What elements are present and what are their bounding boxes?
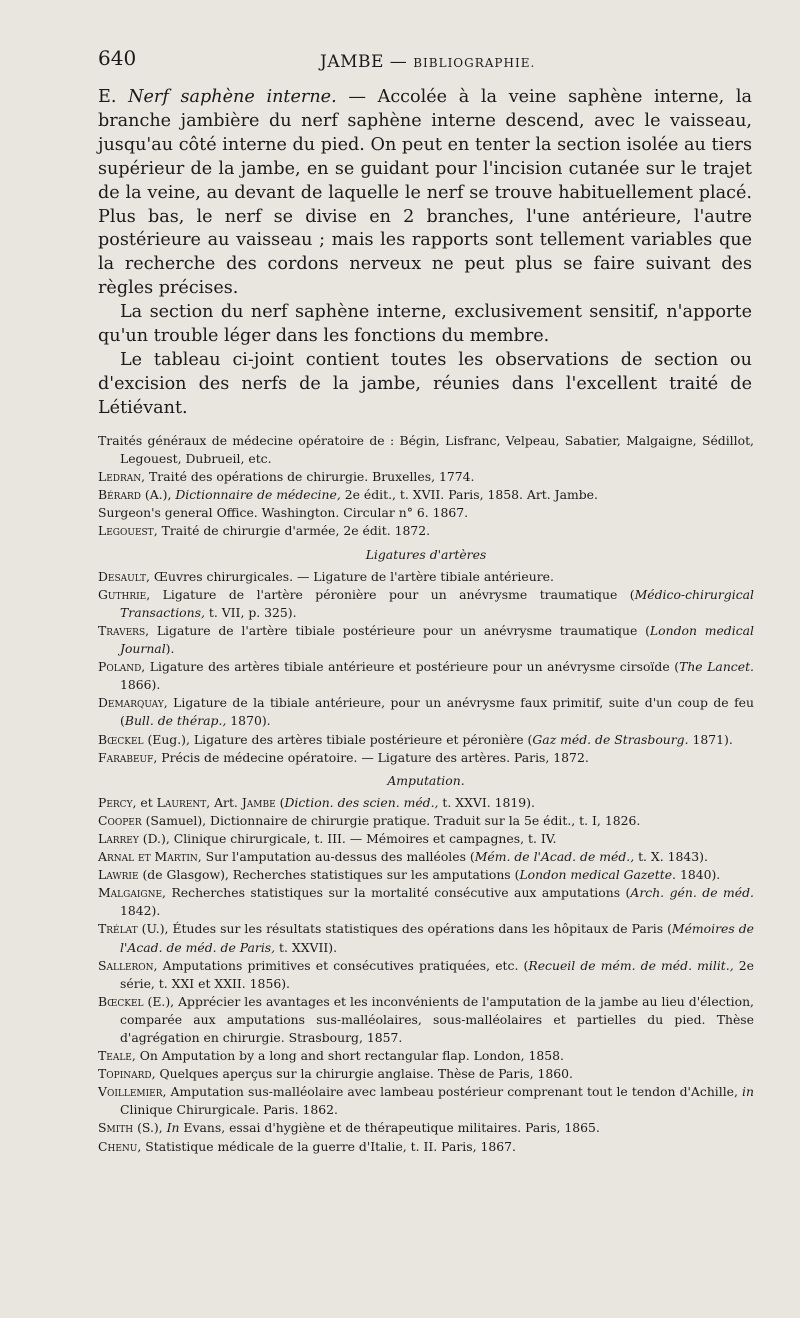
entry-author: Topinard,: [98, 1066, 156, 1082]
running-head-left: JAMBE: [320, 52, 384, 72]
bibliography-entry: [98, 568, 754, 586]
bibliography-entry: [98, 848, 754, 866]
entry-text: 2e édit., t. XVII. Paris, 1858. Art. Jambe.: [340, 487, 598, 503]
bibliography-entry: [98, 432, 754, 468]
entry-text: t. VII, p. 325).: [204, 604, 297, 620]
bibliography-entry: [98, 504, 754, 522]
entry-text: 1866).: [120, 677, 161, 693]
entry-author: Ledran,: [98, 469, 146, 485]
entry-text: 1870).: [226, 713, 271, 729]
entry-author: Salleron,: [98, 957, 158, 973]
entry-text: Précis de médecine opératoire. — Ligature des artères. Paris, 1872.: [157, 749, 589, 765]
entry-text: Amputation sus-malléolaire avec lambeau postérieur comprenant tout le tendon d'Achille,: [166, 1084, 743, 1100]
entry-text: (E.), Apprécier les avantages et les inconvénients de l'amputation de la jambe au lieu d'élection, comparée aux amputations sus-malléolaires, sous-malléolaires et partielles du pied. Thèse d'agrégation en chirurgie. Strasbourg, 1857.: [120, 993, 754, 1045]
main-text: [98, 86, 752, 421]
entry-title: Arch. gén. de méd.: [630, 885, 754, 901]
paragraph-tableau: Le tableau ci-joint contient toutes les observations de section ou d'excision des nerfs de la jambe, réunies dans l'excellent traité de Létiévant.: [98, 349, 752, 418]
bibliography-entry: [98, 586, 754, 622]
bibliography-entry: [98, 884, 754, 920]
entry-author: Percy,: [98, 794, 137, 810]
entry-author: Smith: [98, 1120, 134, 1136]
paragraph-label: E.: [98, 87, 117, 107]
entry-title: London medical Journal: [120, 622, 754, 657]
bibliography-entry: [98, 957, 754, 993]
bibliography-entry: [98, 1119, 754, 1137]
entry-text: (U.), Études sur les résultats statistiques des opérations dans les hôpitaux de Paris (: [137, 921, 672, 937]
entry-text: Œuvres chirurgicales. — Ligature de l'artère tibiale antérieure.: [149, 568, 554, 584]
entry-text: Evans, essai d'hygiène et de thérapeutique militaires. Paris, 1865.: [179, 1120, 600, 1136]
running-head-sep: —: [383, 52, 414, 72]
bibliography: [98, 432, 754, 1156]
entry-text: Surgeon's general Office. Washington. Circular n° 6. 1867.: [98, 505, 469, 521]
entry-text: (S.),: [133, 1120, 167, 1136]
bibliography-entry: [98, 1047, 754, 1065]
entry-author: Cooper: [98, 812, 142, 828]
entry-title: Mémoires de l'Acad. de méd. de Paris,: [120, 921, 754, 955]
running-head-right: BIBLIOGRAPHIE.: [413, 56, 536, 70]
bibliography-entry: [98, 830, 754, 848]
bibliography-amputation: [98, 794, 754, 1156]
page-header: [98, 46, 758, 76]
entry-text: (A.),: [140, 487, 176, 503]
bibliography-entry: [98, 993, 754, 1047]
entry-text: (: [275, 794, 285, 810]
entry-text: Quelques aperçus sur la chirurgie anglaise. Thèse de Paris, 1860.: [155, 1066, 573, 1082]
entry-author: Bœckel: [98, 993, 144, 1009]
entry-title: Dictionnaire de médecine,: [175, 487, 341, 503]
entry-title: Recueil de mém. de méd. milit.,: [528, 957, 734, 973]
entry-text: Amputations primitives et consécutives pratiquées, etc. (: [157, 957, 529, 973]
entry-title: In: [166, 1120, 180, 1136]
paragraph-text: — Accolée à la veine saphène interne, la branche jambière du nerf saphène interne descend, avec le vaisseau, jusqu'au côté interne du pied. On peut en tenter la section isolée au tiers supérieur de la jambe, en se guidant pour l'incision cutanée sur le trajet de la veine, au devant de laquelle le nerf se trouve habituellement placé. Plus bas, le nerf se divise en 2 branches, l'une antérieure, l'autre postérieure au vaisseau ; mais les rapports sont tellement variables que la recherche des cordons nerveux ne peut plus se faire suivant des règles précises.: [98, 87, 753, 299]
entry-author: Laurent,: [156, 794, 211, 810]
entry-text: Clinique Chirurgicale. Paris. 1862.: [120, 1102, 338, 1118]
entry-title: The Lancet.: [679, 659, 754, 675]
entry-text: 1840).: [676, 867, 721, 883]
entry-title: in: [742, 1084, 754, 1100]
entry-author: Lawrie: [98, 867, 139, 883]
entry-author: Travers,: [98, 622, 150, 638]
entry-author: Malgaigne,: [98, 885, 166, 901]
bibliography-entry: [98, 622, 754, 658]
entry-text: (Samuel), Dictionnaire de chirurgie pratique. Traduit sur la 5e édit., t. I, 1826.: [141, 812, 641, 828]
bibliography-entry: [98, 658, 754, 694]
bibliography-entry: [98, 1138, 754, 1156]
entry-title: Gaz méd. de Strasbourg.: [532, 731, 689, 747]
entry-text: On Amputation by a long and short rectangular flap. London, 1858.: [135, 1048, 565, 1064]
entry-author: Chenu,: [98, 1138, 142, 1154]
entry-text: (D.), Clinique chirurgicale, t. III. — Mémoires et campagnes, t. IV.: [138, 830, 557, 846]
paragraph-section-nerf: La section du nerf saphène interne, exclusivement sensitif, n'apporte qu'un trouble léger dans les fonctions du membre.: [98, 302, 752, 347]
running-head: [320, 52, 535, 72]
bibliography-entry: [98, 522, 754, 540]
paragraph-title: Nerf saphène interne.: [128, 87, 337, 107]
paragraph-nerf-saphene: [98, 86, 752, 301]
entry-author: Legouest,: [98, 523, 158, 539]
bibliography-entry: [98, 1065, 754, 1083]
entry-text: t. XXVII).: [275, 939, 338, 955]
entry-author: Trélat: [98, 921, 138, 937]
entry-author: Poland,: [98, 659, 146, 675]
entry-text: Statistique médicale de la guerre d'Italie, t. II. Paris, 1867.: [141, 1138, 516, 1154]
bibliography-entry: [98, 794, 754, 812]
entry-author: Bérard: [98, 487, 141, 503]
entry-text: t. X. 1843).: [634, 849, 708, 865]
entry-author: Desault,: [98, 568, 150, 584]
bibliography-entry: [98, 866, 754, 884]
entry-title: London medical Gazette.: [519, 867, 676, 883]
bibliography-entry: [98, 694, 754, 730]
entry-title: Bull. de thérap.,: [124, 713, 227, 729]
entry-text: (de Glasgow), Recherches statistiques sur les amputations (: [138, 867, 520, 883]
bibliography-entry: [98, 468, 754, 486]
bibliography-general: [98, 432, 754, 541]
entry-text: t. XXVI. 1819).: [438, 794, 535, 810]
entry-text: ).: [165, 641, 175, 657]
entry-text: Ligature de l'artère péronière pour un anévrysme traumatique (: [150, 586, 635, 602]
entry-author: Farabeuf,: [98, 749, 158, 765]
page-number: 640: [98, 46, 137, 70]
entry-text: 1871).: [688, 731, 733, 747]
bibliography-entry: [98, 486, 754, 504]
bibliography-entry: [98, 920, 754, 956]
entry-author: Arnal et Martin,: [98, 849, 202, 865]
entry-text: Traités généraux de médecine opératoire de : Bégin, Lisfranc, Velpeau, Sabatier, Malgaigne, Sédillot, Legouest, Dubrueil, etc.: [98, 433, 754, 467]
bibliography-entry: [98, 731, 754, 749]
entry-text: Ligature de la tibiale antérieure, pour un anévrysme faux primitif, suite d'un coup de feu (: [120, 695, 754, 729]
entry-text: et: [136, 794, 157, 810]
entry-text: Traité de chirurgie d'armée, 2e édit. 1872.: [157, 523, 431, 539]
entry-author: Bœckel: [98, 731, 144, 747]
entry-author: Larrey: [98, 830, 139, 846]
entry-author: Guthrie,: [98, 586, 151, 602]
entry-text: (Eug.), Ligature des artères tibiale postérieure et péronière (: [143, 731, 533, 747]
entry-author: Demarquay,: [98, 695, 168, 711]
bibliography-entry: [98, 812, 754, 830]
bibliography-ligatures: [98, 568, 754, 767]
entry-title: Médico-chirurgical Transactions,: [120, 586, 754, 620]
section-title-ligatures: Ligatures d'artères: [365, 546, 487, 562]
entry-title: Mém. de l'Acad. de méd.,: [474, 849, 635, 865]
entry-text: 1842).: [120, 903, 161, 919]
entry-title: Diction. des scien. méd.,: [284, 794, 439, 810]
entry-text: 2e série, t. XXI et XXII. 1856).: [120, 957, 755, 991]
bibliography-entry: [98, 749, 754, 767]
entry-text: Recherches statistiques sur la mortalité consécutive aux amputations (: [165, 885, 631, 901]
entry-author: Voillemier,: [98, 1084, 167, 1100]
entry-author: Jambe: [241, 794, 276, 810]
entry-text: Sur l'amputation au-dessus des malléoles (: [201, 849, 475, 865]
section-title-amputation: Amputation.: [387, 772, 465, 788]
entry-text: Art.: [210, 794, 242, 810]
entry-author: Teale,: [98, 1048, 136, 1064]
entry-text: Ligature de l'artère tibiale postérieure pour un anévrysme traumatique (: [149, 622, 650, 638]
entry-text: Ligature des artères tibiale antérieure et postérieure pour un anévrysme cirsoïde (: [145, 659, 680, 675]
entry-text: Traité des opérations de chirurgie. Bruxelles, 1774.: [145, 469, 475, 485]
bibliography-entry: [98, 1083, 754, 1119]
